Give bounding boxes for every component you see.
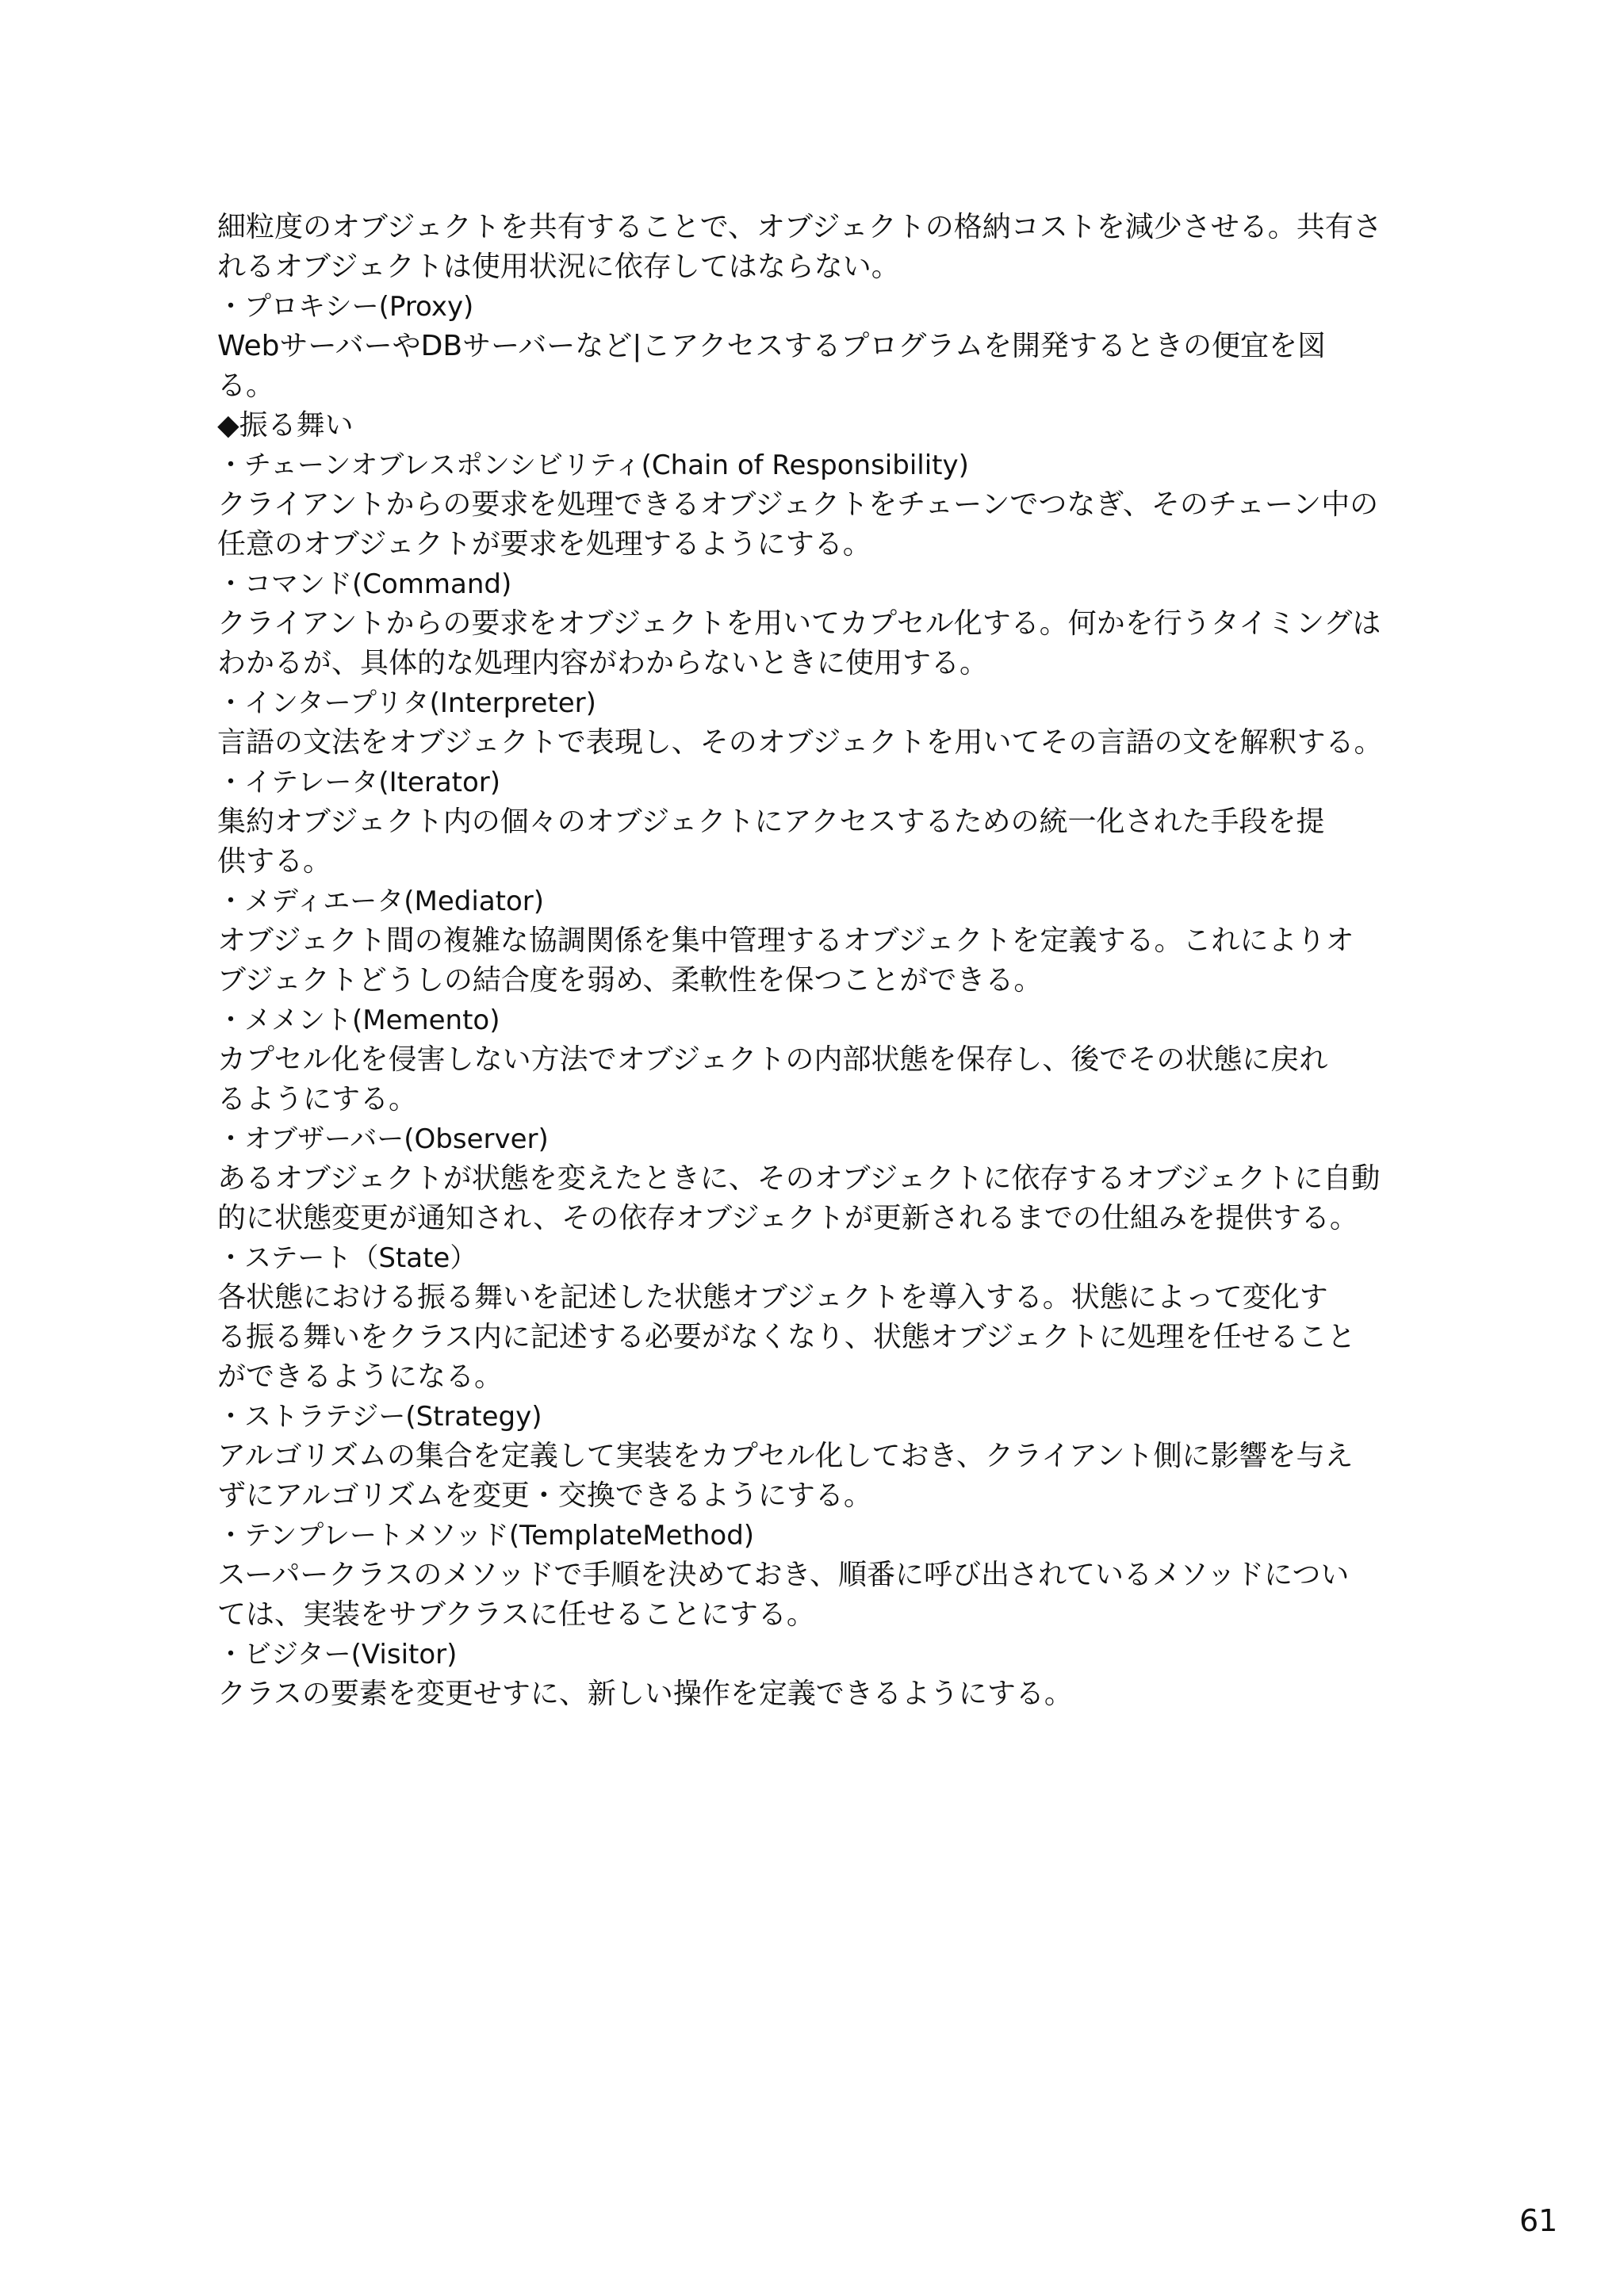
body-line: 的に状態変更が通知され、その依存オブジェクトが更新されるまでの仕組みを提供する。 bbox=[217, 1202, 1358, 1234]
body-line: る。 bbox=[217, 369, 275, 402]
body-line: スーパークラスのメソッドで手順を決めておき、順番に呼び出されているメソッドについ bbox=[217, 1559, 1350, 1591]
body-line: 集約オブジェクト内の個々のオブジェクトにアクセスするための統一化された手段を提 bbox=[217, 806, 1325, 838]
body-line: ができるようになる。 bbox=[217, 1360, 504, 1393]
body-line: 任意のオブジェクトが要求を処理するようにする。 bbox=[217, 528, 871, 561]
page-number: 61 bbox=[1519, 2203, 1558, 2238]
item-title-observer: ・オブザーバー(Observer) bbox=[217, 1123, 549, 1155]
item-title-template-method: ・テンプレートメソッド(TemplateMethod) bbox=[217, 1520, 755, 1552]
body-line: ブジェクトどうしの結合度を弱め、柔軟性を保つことができる。 bbox=[217, 964, 1043, 997]
body-line: るようにする。 bbox=[217, 1083, 418, 1115]
body-line: オブジェクト間の複雑な協調関係を集中管理するオブジェクトを定義する。これによりオ bbox=[217, 924, 1354, 957]
body-line: 各状態における振る舞いを記述した状態オブジェクトを導入する。状態によって変化す bbox=[217, 1281, 1328, 1314]
item-title-interpreter: ・インタープリタ(Interpreter) bbox=[217, 687, 596, 719]
section-heading-behavior: ◆振る舞い bbox=[217, 409, 354, 442]
body-line: ては、実装をサブクラスに任せることにする。 bbox=[217, 1598, 815, 1631]
body-line: クライアントからの要求を処理できるオブジェクトをチェーンでつなぎ、そのチェーン中の bbox=[217, 488, 1379, 521]
body-line: わかるが、具体的な処理内容がわからないときに使用する。 bbox=[217, 647, 989, 679]
body-line: 細粒度のオブジェクトを共有することで、オブジェクトの格納コストを減少させる。共有さ bbox=[217, 211, 1382, 243]
item-title-proxy: ・プロキシー(Proxy) bbox=[217, 291, 474, 323]
body-line: 供する。 bbox=[217, 845, 332, 878]
body-line: れるオブジェクトは使用状況に依存してはならない。 bbox=[217, 251, 900, 283]
body-line: 言語の文法をオブジェクトで表現し、そのオブジェクトを用いてその言語の文を解釈する。 bbox=[217, 726, 1383, 759]
body-line: クラスの要素を変更せすに、新しい操作を定義できるようにする。 bbox=[217, 1678, 1073, 1710]
item-title-visitor: ・ビジター(Visitor) bbox=[217, 1639, 458, 1670]
body-line: ずにアルゴリズムを変更・交換できるようにする。 bbox=[217, 1479, 872, 1512]
item-title-command: ・コマンド(Command) bbox=[217, 568, 512, 600]
item-title-chain-of-responsibility: ・チェーンオブレスポンシビリティ(Chain of Responsibility) bbox=[217, 450, 969, 481]
item-title-mediator: ・メディエータ(Mediator) bbox=[217, 886, 545, 917]
body-line: カプセル化を侵害しない方法でオブジェクトの内部状態を保存し、後でその状態に戻れ bbox=[217, 1043, 1328, 1076]
page-body bbox=[217, 208, 1454, 1714]
item-title-strategy: ・ストラテジー(Strategy) bbox=[217, 1401, 542, 1433]
body-line: る振る舞いをクラス内に記述する必要がなくなり、状態オブジェクトに処理を任せること bbox=[217, 1321, 1356, 1353]
item-title-state: ・ステート（State） bbox=[217, 1242, 477, 1274]
item-title-memento: ・メメント(Memento) bbox=[217, 1004, 500, 1036]
item-title-iterator: ・イテレータ(Iterator) bbox=[217, 767, 501, 798]
body-line: WebサーバーやDBサーバーなど|こアクセスするプログラムを開発するときの便宜を図 bbox=[217, 330, 1326, 362]
body-line: クライアントからの要求をオブジェクトを用いてカプセル化する。何かを行うタイミングは bbox=[217, 607, 1381, 640]
body-line: あるオブジェクトが状態を変えたときに、そのオブジェクトに依存するオブジェクトに自動 bbox=[217, 1162, 1381, 1195]
body-line: アルゴリズムの集合を定義して実装をカプセル化しておき、クライアント側に影響を与え bbox=[217, 1440, 1354, 1472]
